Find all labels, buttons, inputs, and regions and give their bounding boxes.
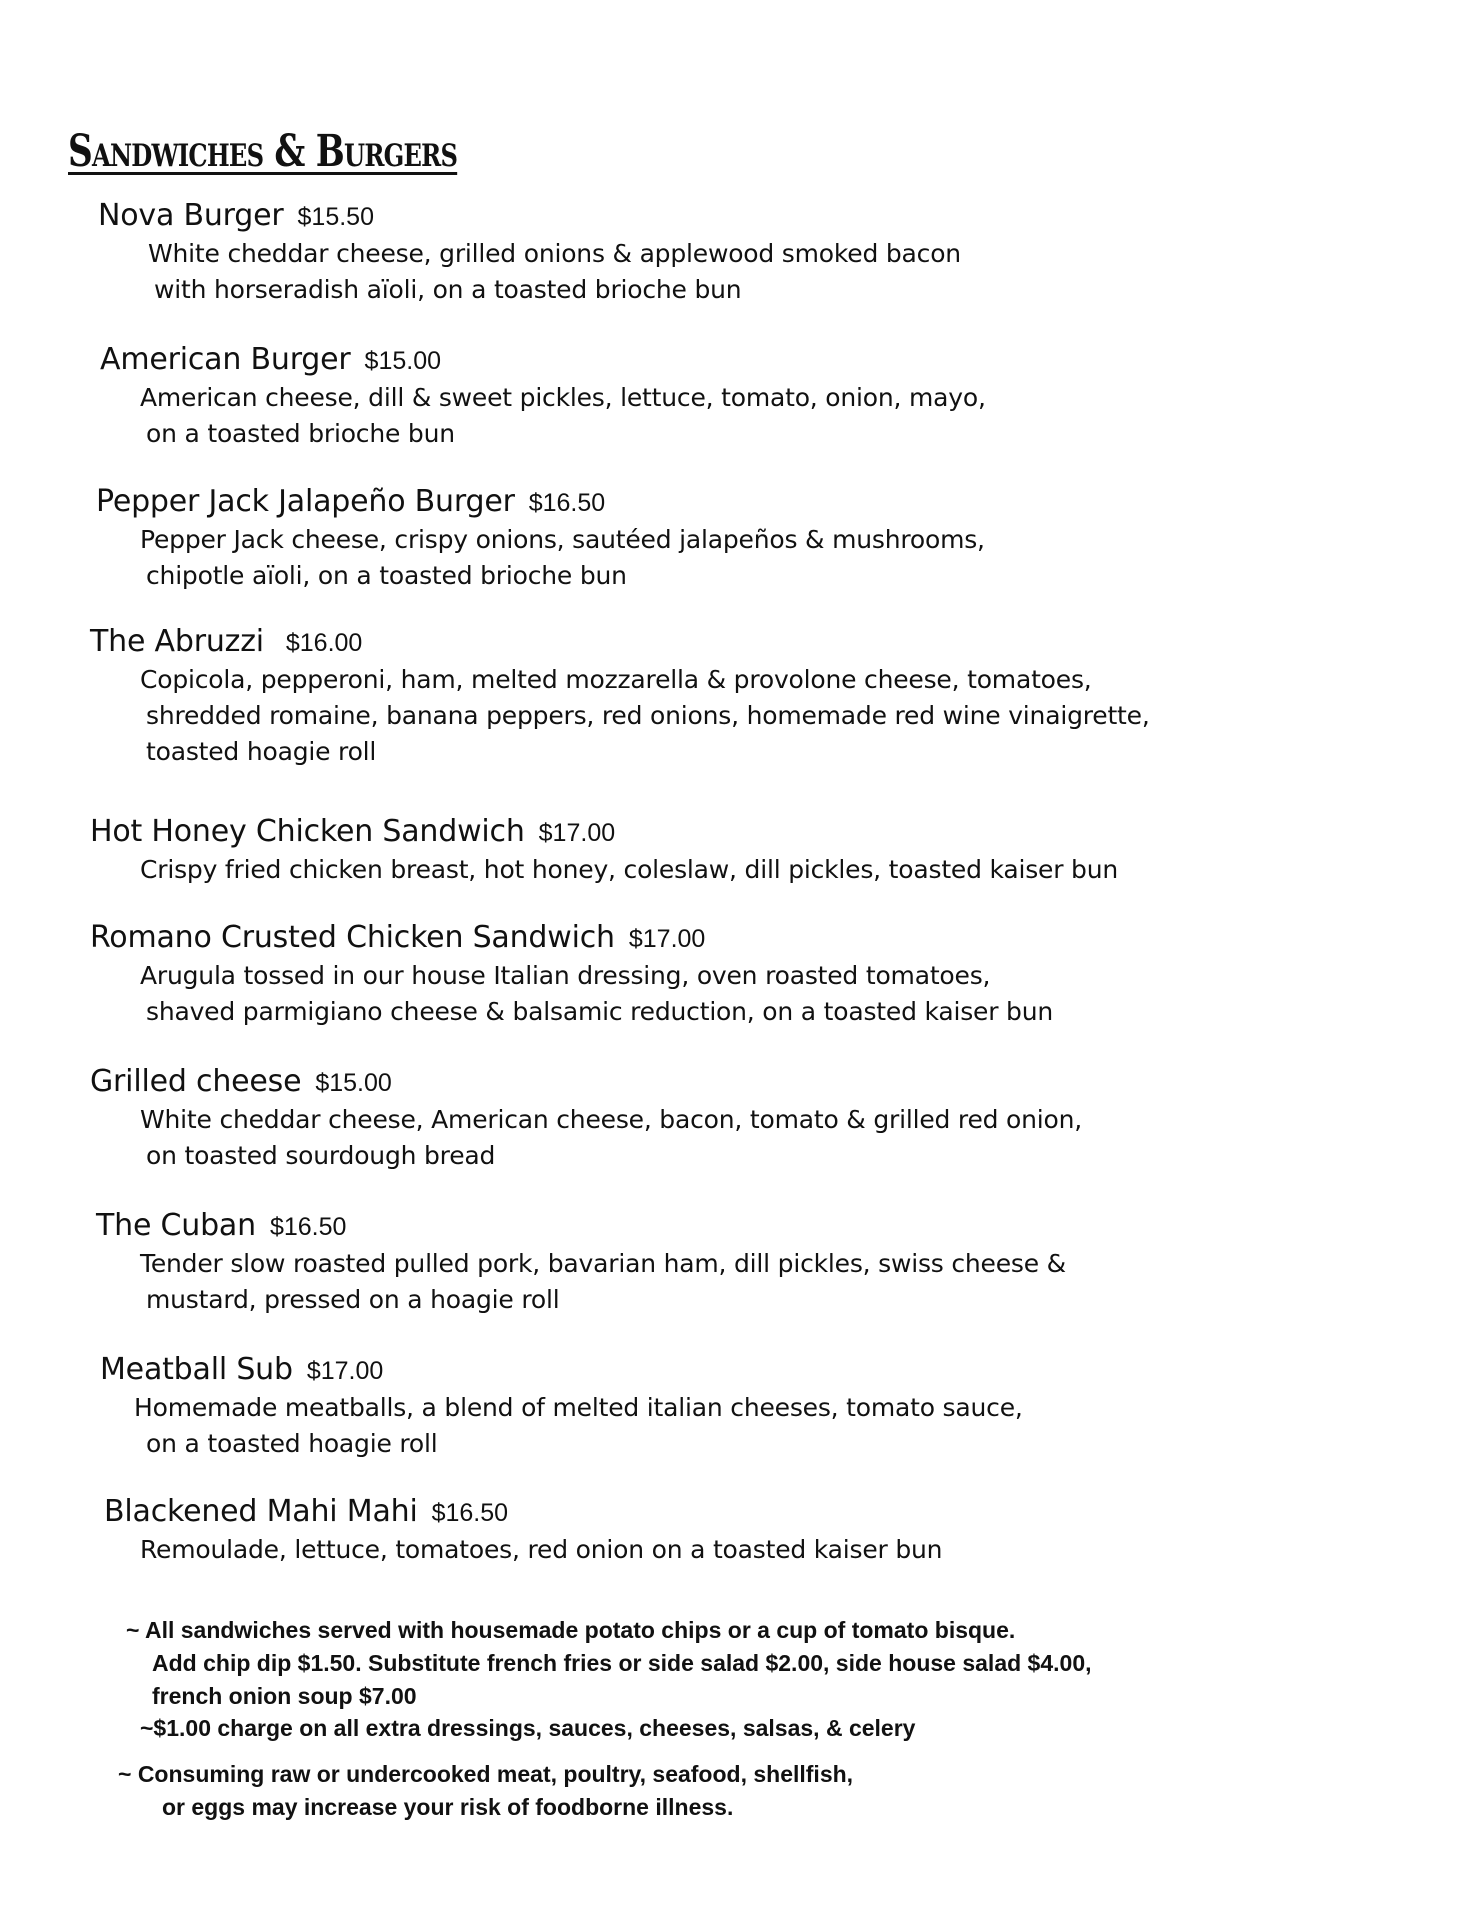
item-name: Hot Honey Chicken Sandwich [90, 814, 525, 849]
menu-item [100, 1350, 1023, 1462]
item-name: Blackened Mahi Mahi [104, 1494, 418, 1529]
item-price: $17.00 [306, 1357, 384, 1385]
item-price: $15.00 [364, 347, 442, 375]
item-description-line: Copicola, pepperoni, ham, melted mozzarella & provolone cheese, tomatoes, [140, 665, 1092, 694]
item-description-line: Arugula tossed in our house Italian dressing, oven roasted tomatoes, [140, 961, 991, 990]
item-name: American Burger [100, 342, 351, 377]
section-title: Sandwiches & Burgers [68, 126, 458, 177]
item-description-line: White cheddar cheese, American cheese, bacon, tomato & grilled red onion, [140, 1105, 1083, 1134]
menu-item-header [96, 482, 985, 522]
item-description-line: Homemade meatballs, a blend of melted italian cheeses, tomato sauce, [134, 1393, 1023, 1422]
menu-item-header [100, 340, 986, 380]
menu-item [96, 1206, 1066, 1318]
item-name: Nova Burger [98, 198, 284, 233]
footer-note: french onion soup $7.00 [152, 1683, 417, 1709]
item-name: The Cuban [96, 1208, 256, 1243]
item-description-line: Pepper Jack cheese, crispy onions, sautéed jalapeños & mushrooms, [140, 525, 985, 554]
item-name: The Abruzzi [90, 624, 264, 659]
item-description-line: White cheddar cheese, grilled onions & applewood smoked bacon [148, 239, 961, 268]
item-description-line: Remoulade, lettuce, tomatoes, red onion on a toasted kaiser bun [140, 1535, 943, 1564]
item-price: $16.50 [269, 1213, 347, 1241]
item-description-line: Tender slow roasted pulled pork, bavarian ham, dill pickles, swiss cheese & [140, 1249, 1066, 1278]
menu-item-header [104, 1492, 942, 1532]
allergen-warning: or eggs may increase your risk of foodborne illness. [162, 1794, 734, 1820]
allergen-warning: ~ Consuming raw or undercooked meat, poultry, seafood, shellfish, [118, 1761, 854, 1787]
menu-item-header [90, 918, 1053, 958]
footer-note: ~$1.00 charge on all extra dressings, sauces, cheeses, salsas, & celery [140, 1715, 916, 1741]
footer-note: Add chip dip $1.50. Substitute french fries or side salad $2.00, side house salad $4.00, [152, 1650, 1092, 1676]
item-description-line: with horseradish aïoli, on a toasted brioche bun [154, 275, 742, 304]
item-description-line: on a toasted hoagie roll [146, 1429, 438, 1458]
menu-item-header [98, 196, 961, 236]
item-price: $16.50 [431, 1499, 509, 1527]
item-price: $17.00 [538, 819, 616, 847]
item-description-line: toasted hoagie roll [146, 737, 377, 766]
menu-item [100, 340, 986, 452]
item-description-line: on a toasted brioche bun [146, 419, 455, 448]
menu-item-header [100, 1350, 1023, 1390]
menu-item-header [90, 1062, 1082, 1102]
item-description-line: Crispy fried chicken breast, hot honey, coleslaw, dill pickles, toasted kaiser bun [140, 855, 1119, 884]
item-name: Romano Crusted Chicken Sandwich [90, 920, 615, 955]
menu-item [96, 482, 985, 594]
item-name: Pepper Jack Jalapeño Burger [96, 484, 515, 519]
menu-item [98, 196, 961, 308]
item-description-line: shaved parmigiano cheese & balsamic reduction, on a toasted kaiser bun [146, 997, 1053, 1026]
menu-item [104, 1492, 942, 1568]
item-description-line: shredded romaine, banana peppers, red onions, homemade red wine vinaigrette, [146, 701, 1150, 730]
item-price: $16.00 [285, 629, 363, 657]
menu-item [90, 1062, 1082, 1174]
menu-item-header [90, 622, 1150, 662]
menu-item-header [90, 812, 1118, 852]
item-description-line: chipotle aïoli, on a toasted brioche bun [146, 561, 627, 590]
menu-item [90, 918, 1053, 1030]
item-description-line: American cheese, dill & sweet pickles, lettuce, tomato, onion, mayo, [140, 383, 986, 412]
item-price: $17.00 [628, 925, 706, 953]
footer-note: ~ All sandwiches served with housemade potato chips or a cup of tomato bisque. [126, 1617, 1016, 1643]
item-name: Grilled cheese [90, 1064, 302, 1099]
item-price: $15.50 [297, 203, 374, 231]
menu-item [90, 622, 1150, 770]
item-price: $16.50 [528, 489, 606, 517]
item-description-line: mustard, pressed on a hoagie roll [146, 1285, 560, 1314]
menu-item [90, 812, 1118, 888]
menu-item-header [96, 1206, 1066, 1246]
item-description-line: on toasted sourdough bread [146, 1141, 496, 1170]
item-price: $15.00 [315, 1069, 392, 1097]
item-name: Meatball Sub [100, 1352, 293, 1387]
